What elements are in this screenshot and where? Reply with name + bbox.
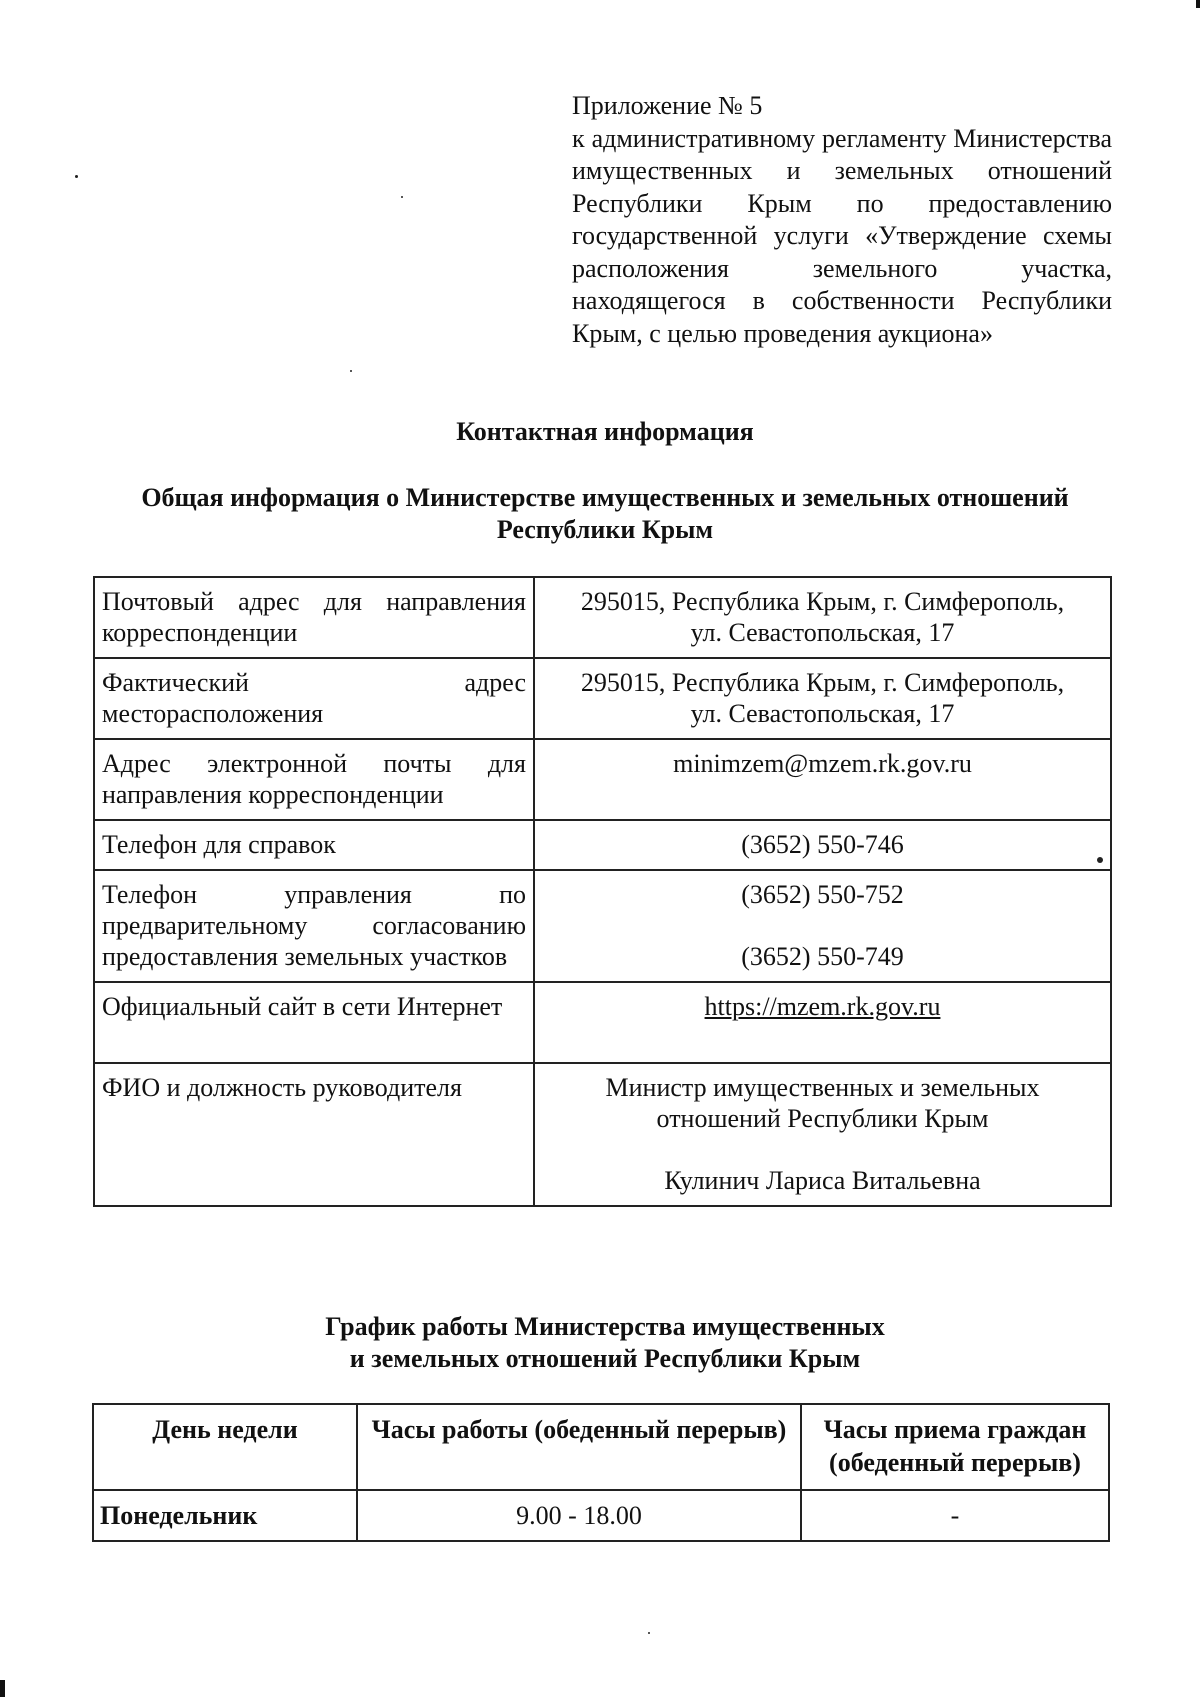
scan-edge-mark [1196,0,1200,8]
table-header-row [93,1404,1109,1490]
contact-info-table [93,576,1112,1207]
schedule-table [92,1403,1110,1542]
website-link[interactable]: https://mzem.rk.gov.ru [704,992,941,1021]
postal-address-line2: ул. Севастопольская, 17 [690,618,955,647]
appendix-number: Приложение № 5 [572,91,763,120]
col-reception-header: Часы приема граждан (обеденный перерыв) [801,1404,1109,1490]
table-row [94,1063,1111,1206]
actual-address-value [534,658,1111,739]
schedule-day: Понедельник [93,1490,357,1541]
head-value [534,1063,1111,1206]
table-row [94,870,1111,982]
table-row [94,577,1111,658]
table-row [94,820,1111,870]
email-address: minimzem@mzem.rk.gov.ru [673,749,972,778]
col-hours-header: Часы работы (обеденный перерыв) [357,1404,801,1490]
table-row [93,1490,1109,1541]
dept-phone-value [534,870,1111,982]
schedule-title [90,1311,1120,1375]
schedule-title-line2: и земельных отношений Республики Крым [349,1344,861,1373]
scan-speck [401,196,403,198]
actual-address-label: Фактический адрес месторасположения [94,658,534,739]
appendix-note [572,90,1112,350]
postal-address-value [534,577,1111,658]
schedule-title-line1: График работы Министерства имущественных [325,1312,885,1341]
website-label: Официальный сайт в сети Интернет [94,982,534,1063]
scan-speck [75,175,78,178]
scan-edge-mark [0,1680,5,1697]
dept-phone-number-1: (3652) 550-752 [741,880,904,909]
table-row [94,982,1111,1063]
table-row [94,658,1111,739]
appendix-text: к административному регламенту Министерства имущественных и земельных отношений Республики Крым по предоставлению государственной услуги «Утверждение схемы расположения земельного участка, находящегося в собственности Республики Крым, с целью проведения аукциона» [572,123,1112,348]
table-row [94,739,1111,820]
scan-speck [350,370,352,372]
head-position-line1: Министр имущественных и земельных [605,1073,1040,1102]
email-value [534,739,1111,820]
postal-address-label: Почтовый адрес для направления корреспонденции [94,577,534,658]
dept-phone-label: Телефон управления по предварительному согласованию предоставления земельных участков [94,870,534,982]
head-label: ФИО и должность руководителя [94,1063,534,1206]
postal-address-line1: 295015, Республика Крым, г. Симферополь, [580,587,1065,616]
actual-address-line1: 295015, Республика Крым, г. Симферополь, [580,668,1065,697]
scan-speck [648,1632,650,1634]
head-position-line2: отношений Республики Крым [656,1104,989,1133]
head-name: Кулинич Лариса Витальевна [664,1166,981,1195]
actual-address-line2: ул. Севастопольская, 17 [690,699,955,728]
schedule-reception: - [801,1490,1109,1541]
email-label: Адрес электронной почты для направления корреспонденции [94,739,534,820]
schedule-hours: 9.00 - 18.00 [357,1490,801,1541]
col-day-header: День недели [93,1404,357,1490]
dept-phone-number-2: (3652) 550-749 [741,942,904,971]
general-info-title: Общая информация о Министерстве имущественных и земельных отношений Республики Крым [141,483,1069,544]
scan-speck [1097,857,1103,863]
website-value [534,982,1111,1063]
phone-label: Телефон для справок [94,820,534,870]
contact-info-title: Контактная информация [456,417,754,446]
phone-value: (3652) 550-746 [534,820,1111,870]
